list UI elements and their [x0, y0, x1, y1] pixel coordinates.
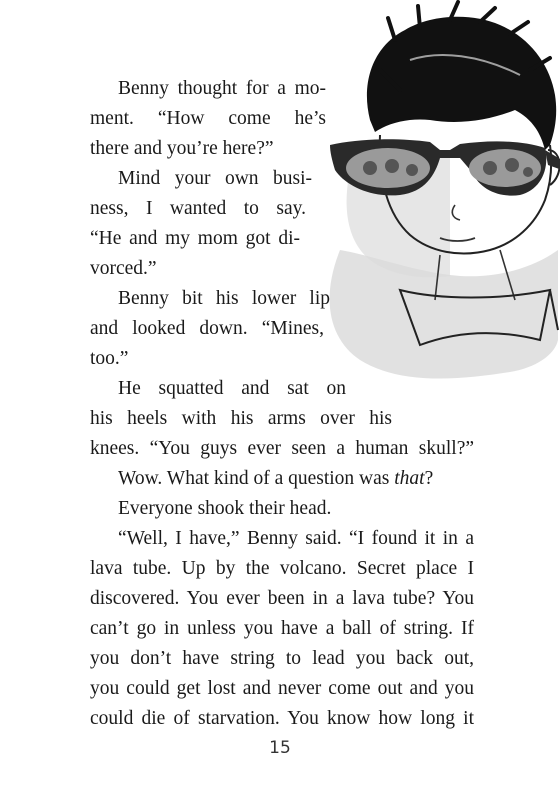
- text-line: ment. “How come he’s: [90, 108, 326, 129]
- text-line: He squatted and sat on: [118, 378, 346, 399]
- text-line: too.”: [90, 348, 129, 369]
- boy-sunglasses-illustration: [300, 0, 560, 390]
- text-line: lava tube. Up by the volcano. Secret place I: [90, 558, 474, 579]
- text-line: discovered. You ever been in a lava tube? You: [90, 588, 474, 609]
- text-line: you could get lost and never come out and you: [90, 678, 474, 699]
- text-line: you don’t have string to lead you back out,: [90, 648, 474, 669]
- punctuation: ?: [424, 468, 434, 489]
- text-line: ness, I wanted to say.: [90, 198, 306, 219]
- text-fragment: Wow. What kind of a question was: [118, 468, 395, 489]
- text-line: “He and my mom got di-: [90, 228, 300, 249]
- text-line: [90, 464, 433, 494]
- text-line: vorced.”: [90, 258, 157, 279]
- page-number: 15: [269, 738, 291, 758]
- emphasis-word: that: [394, 468, 425, 489]
- text-line: his heels with his arms over his: [90, 408, 392, 429]
- text-line: “Well, I have,” Benny said. “I found it in a: [118, 528, 474, 549]
- text-line: Benny bit his lower lip: [118, 288, 330, 309]
- text-line: can’t go in unless you have a ball of string. If: [90, 618, 474, 639]
- text-line: Mind your own busi-: [118, 168, 312, 189]
- text-line: and looked down. “Mines,: [90, 318, 324, 339]
- text-line: there and you’re here?”: [90, 138, 274, 159]
- text-line: knees. “You guys ever seen a human skull?”: [90, 438, 474, 459]
- text-line: could die of starvation. You know how long it: [90, 708, 474, 729]
- text-line: Everyone shook their head.: [118, 498, 332, 519]
- text-line: Benny thought for a mo-: [118, 78, 326, 99]
